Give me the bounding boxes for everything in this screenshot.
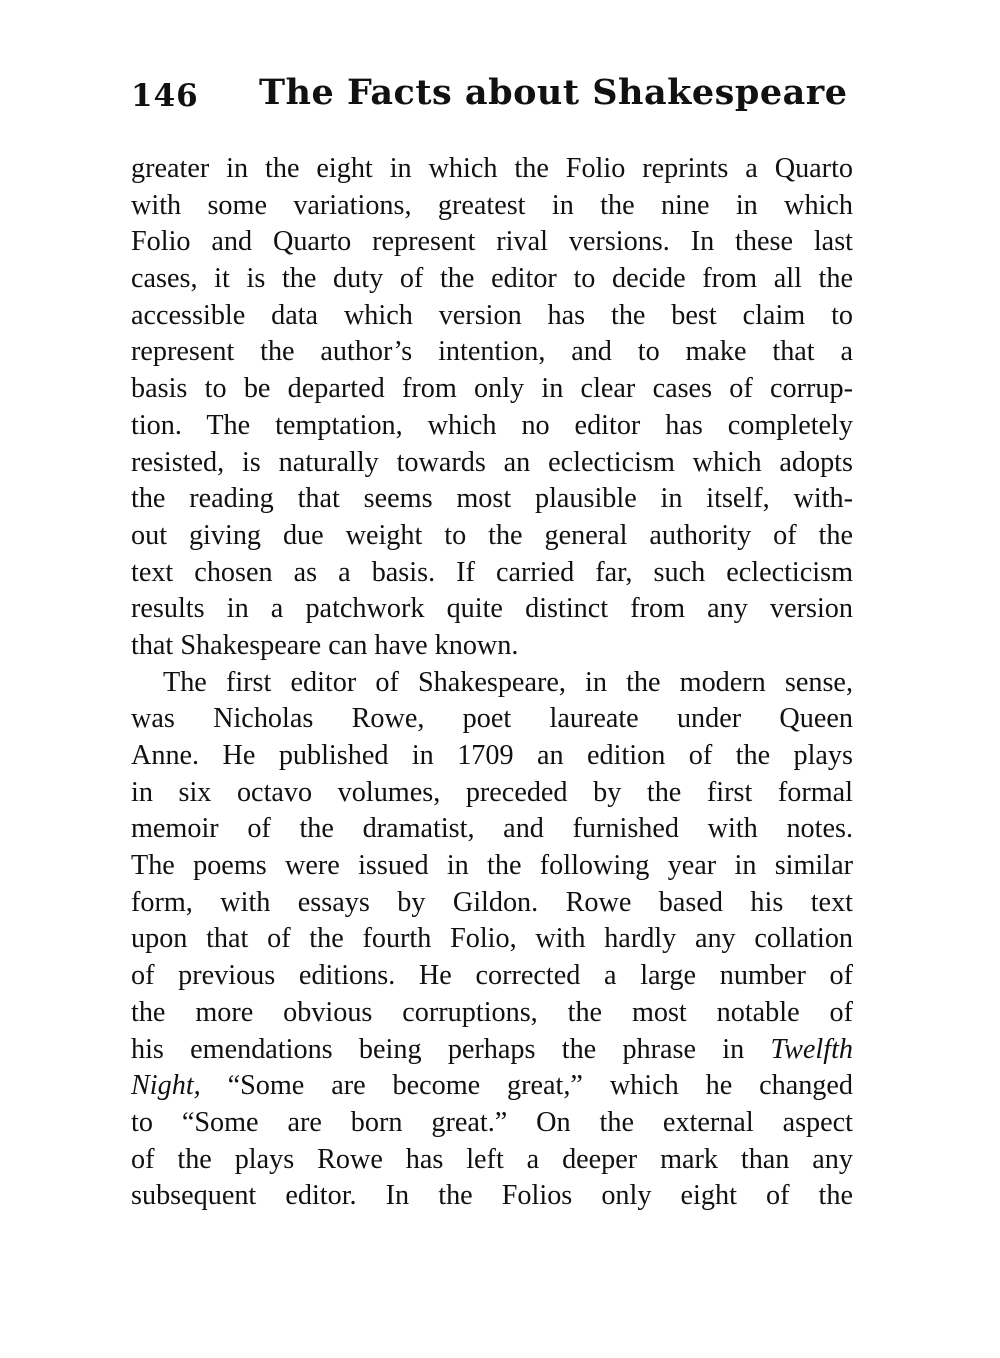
text-line: in six octavo volumes, preceded by the first formal — [131, 776, 853, 808]
text-line: results in a patchwork quite distinct from any version — [131, 593, 853, 625]
play-title-italic: Night, — [131, 1070, 201, 1102]
text-line: accessible data which version has the best claim to — [131, 299, 853, 331]
page-header — [131, 72, 853, 122]
text-line: Folio and Quarto represent rival versions. In these last — [131, 226, 853, 258]
play-title-italic: Twelfth — [770, 1033, 853, 1065]
text-line: greater in the eight in which the Folio reprints a Quarto — [131, 153, 853, 184]
page-number: 146 — [131, 78, 199, 114]
text-line: cases, it is the duty of the editor to decide from all the — [131, 263, 853, 295]
text-line: memoir of the dramatist, and furnished with notes. — [131, 813, 853, 845]
text-line: basis to be departed from only in clear cases of corrup- — [131, 373, 853, 405]
body-text — [131, 151, 853, 1215]
line-text: his emendations being perhaps the phrase in — [131, 1033, 771, 1065]
text-line: form, with essays by Gildon. Rowe based his text — [131, 886, 853, 918]
text-line: was Nicholas Rowe, poet laureate under Queen — [131, 703, 853, 735]
text-line: of previous editions. He corrected a large number of — [131, 960, 853, 992]
text-line: with some variations, greatest in the nine in which — [131, 189, 853, 221]
running-head: The Facts about Shakespeare — [259, 72, 848, 113]
line-text: “Some are become great,” which he changed — [200, 1070, 853, 1102]
text-line: to “Some are born great.” On the external aspect — [131, 1106, 853, 1138]
text-line: the more obvious corruptions, the most notable of — [131, 996, 853, 1028]
text-line: out giving due weight to the general authority of the — [131, 519, 853, 551]
text-line: the reading that seems most plausible in itself, with- — [131, 483, 853, 515]
text-line: of the plays Rowe has left a deeper mark than any — [131, 1143, 853, 1175]
text-line: Anne. He published in 1709 an edition of the plays — [131, 740, 853, 771]
text-line: upon that of the fourth Folio, with hardly any collation — [131, 923, 853, 955]
text-line: represent the author’s intention, and to make that a — [131, 336, 853, 368]
text-line: tion. The temptation, which no editor has completely — [131, 409, 853, 441]
text-line: text chosen as a basis. If carried far, such eclecticism — [131, 556, 853, 588]
text-line — [131, 1068, 853, 1105]
paragraph-first-line: The first editor of Shakespeare, in the modern sense, — [163, 666, 853, 698]
text-line: resisted, is naturally towards an eclecticism which adopts — [131, 446, 853, 478]
text-line: The poems were issued in the following year in similar — [131, 850, 853, 882]
text-line — [131, 1032, 853, 1069]
paragraph-last-line: that Shakespeare can have known. — [131, 629, 519, 661]
text-line: subsequent editor. In the Folios only eight of the — [131, 1180, 853, 1212]
